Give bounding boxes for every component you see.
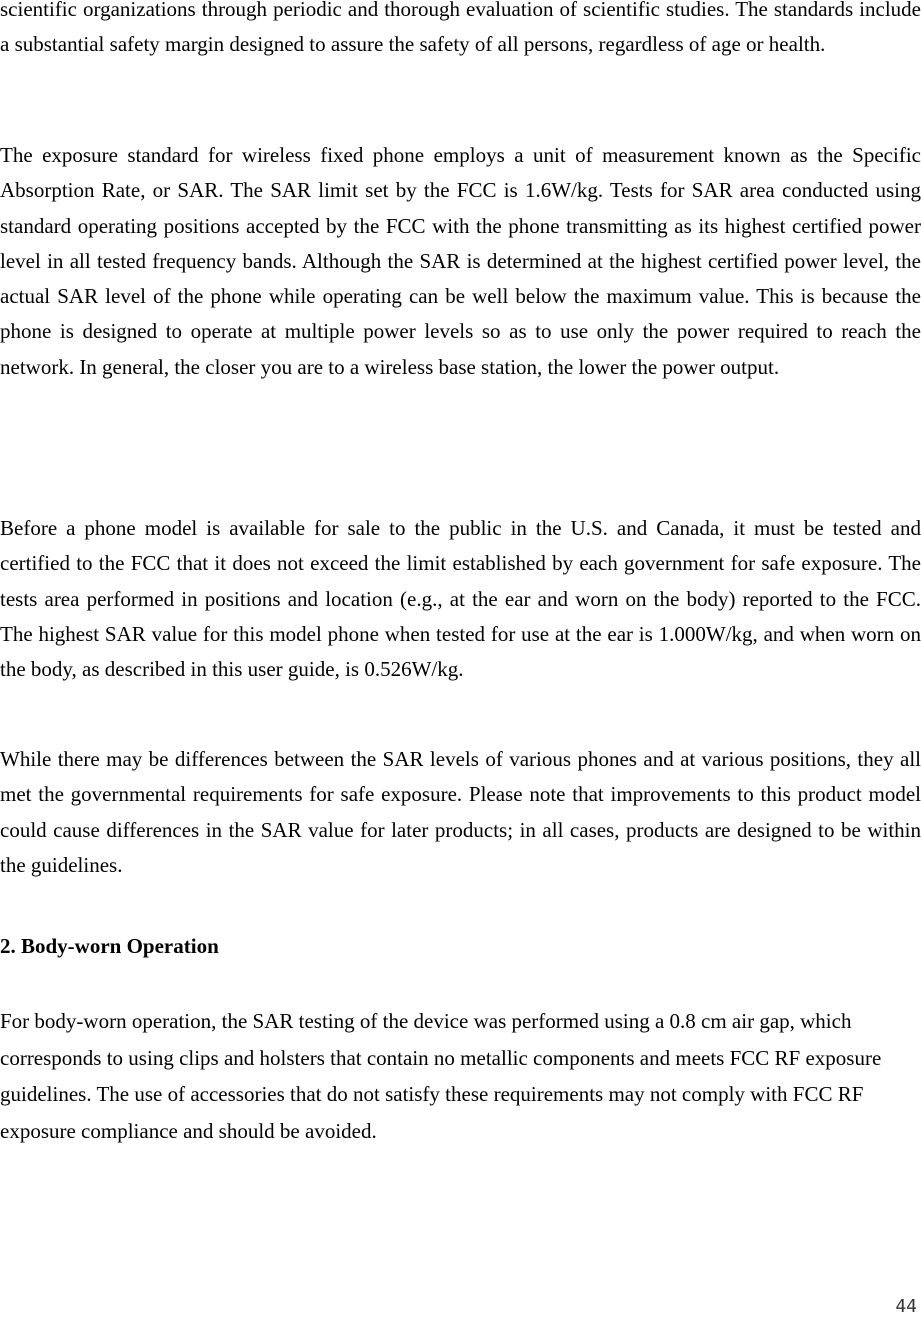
paragraph-certification: Before a phone model is available for sale to the public in the U.S. and Canada, it must be tested and certified to the FCC that it does not exceed the limit established by each government for safe exposure. The tests area performed in positions and location (e.g., at the ear and worn on the body) reported to the FCC. The highest SAR value for this model phone when tested for use at the ear is 1.000W/kg, and when worn on the body, as described in this user guide, is 0.526W/kg. (0, 516, 921, 682)
paragraph-sar-differences: While there may be differences between the SAR levels of various phones and at various positions, they all met the governmental requirements for safe exposure. Please note that improvements to this product model could cause differences in the SAR value for later products; in all cases, products are designed to be within the guidelines. (0, 747, 921, 877)
paragraph-body-worn-operation: For body-worn operation, the SAR testing of the device was performed using a 0.8 cm air gap, which corresponds to using clips and holsters that contain no metallic components and meets FCC RF exposure guidelines. The use of accessories that do not satisfy these requirements may not comply with FCC RF exposure compliance and should be avoided. (0, 1009, 882, 1143)
page-number: 44 (895, 1296, 917, 1317)
paragraph-sar-exposure-standard: The exposure standard for wireless fixed phone employs a unit of measurement known as the Specific Absorption Rate, or SAR. The SAR limit set by the FCC is 1.6W/kg. Tests for SAR area conducted using standard operating positions accepted by the FCC with the phone transmitting as its highest certified power level in all tested frequency bands. Although the SAR is determined at the highest certified power level, the actual SAR level of the phone while operating can be well below the maximum value. This is because the phone is designed to operate at multiple power levels so as to use only the power required to reach the network. In general, the closer you are to a wireless base station, the lower the power output. (0, 143, 921, 379)
section-heading-body-worn: 2. Body-worn Operation (0, 934, 219, 958)
paragraph-safety-standards: scientific organizations through periodic and thorough evaluation of scientific studies. The standards include a substantial safety margin designed to assure the safety of all persons, regardless of age or health. (0, 0, 921, 57)
